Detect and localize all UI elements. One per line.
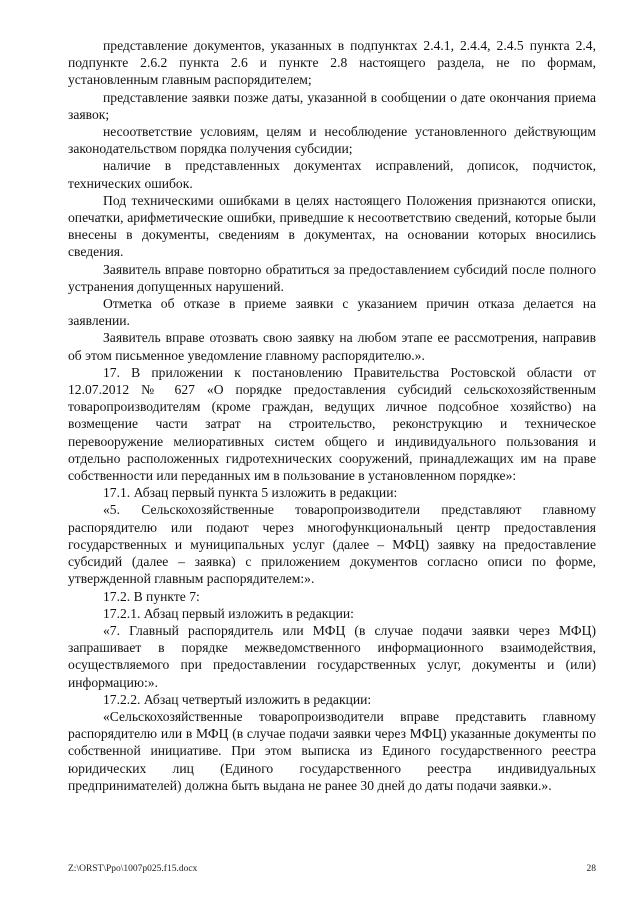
paragraph-16: «Сельскохозяйственные товаропроизводители вправе представить главному распорядителю или в МФЦ (в случае подачи заявки через МФЦ) указанные документы по собственной инициативе. При этом выписка из Единого государственного реестра юридических лиц (Единого государственного реестра индивидуальных предпринимателей) должна быть выдана не ранее 30 дней до даты подачи заявки.». [68,708,596,793]
footer-page-number: 28 [586,864,596,874]
paragraph-1: представление документов, указанных в подпунктах 2.4.1, 2.4.4, 2.4.5 пункта 2.4, подпункте 2.6.2 пункта 2.6 и пункте 2.8 настоящего раздела, не по формам, установленным главным распорядителем; [68,38,596,88]
paragraph-11: «5. Сельскохозяйственные товаропроизводители представляют главному распорядителю или подают через многофункциональный центр предоставления государственных и муниципальных услуг (далее – МФЦ) заявку на предоставление субсидий (далее – заявка) с приложением документов согласно описи по форме, утвержденной главным распорядителем:». [68,502,596,587]
paragraph-2: представление заявки позже даты, указанной в сообщении о дате окончания приема заявок; [68,89,596,122]
paragraph-15: 17.2.2. Абзац четвертый изложить в редакции: [103,691,372,707]
paragraph-9: 17. В приложении к постановлению Правительства Ростовской области от 12.07.2012 № 627 «О порядке предоставления субсидий сельскохозяйственным товаропроизводителям (кроме граждан, ведущих личное подсобное хозяйство) на возмещение части затрат на строительство, реконструкцию и техническое перевооружение мелиоративных систем общего и индивидуального пользования и отдельно расположенных гидротехнических сооружений, принадлежащих им на праве собственности или переданных им в пользование в установленном порядке»: [68,364,596,484]
paragraph-10: 17.1. Абзац первый пункта 5 изложить в редакции: [103,485,398,501]
document-body [68,37,596,794]
paragraph-12: 17.2. В пункте 7: [103,588,200,604]
paragraph-7: Отметка об отказе в приеме заявки с указанием причин отказа делается на заявлении. [68,296,596,329]
paragraph-13: 17.2.1. Абзац первый изложить в редакции: [103,605,354,621]
paragraph-14: «7. Главный распорядитель или МФЦ (в случае подачи заявки через МФЦ) запрашивает в порядке межведомственного информационного взаимодействия, осуществляемого при предоставлении государственных услуг, документы и (или) информацию:». [68,622,596,690]
paragraph-5: Под техническими ошибками в целях настоящего Положения признаются описки, опечатки, арифметические ошибки, приведшие к несоответствию сведений, которые были внесены в документы, сведениям в документах, на основании которых вносились сведения. [68,192,596,260]
paragraph-8: Заявитель вправе отозвать свою заявку на любом этапе ее рассмотрения, направив об этом письменное уведомление главному распорядителю.». [68,330,596,363]
paragraph-6: Заявитель вправе повторно обратиться за предоставлением субсидий после полного устранения допущенных нарушений. [68,261,596,294]
paragraph-3: несоответствие условиям, целям и несоблюдение установленного действующим законодательством порядка получения субсидии; [68,124,596,157]
footer-file-path: Z:\ORST\Ppo\1007p025.f15.docx [68,864,198,874]
paragraph-4: наличие в представленных документах исправлений, дописок, подчисток, технических ошибок. [68,158,596,191]
